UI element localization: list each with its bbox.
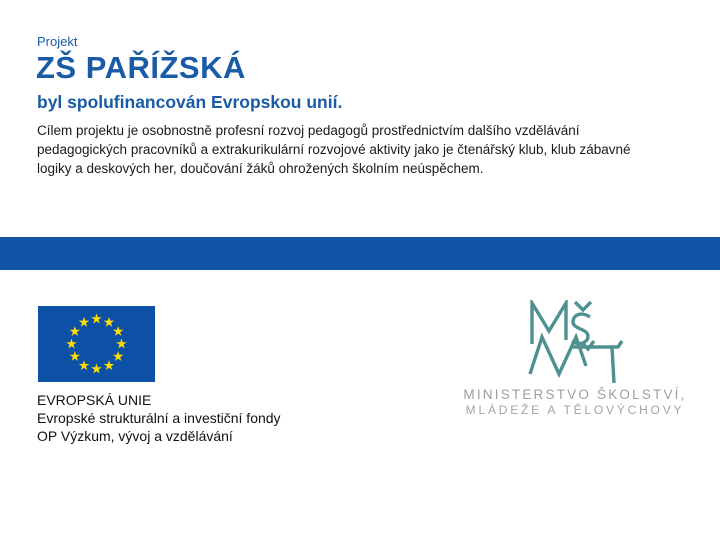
eu-line-union: EVROPSKÁ UNIE — [37, 392, 152, 408]
eu-line-funds: Evropské strukturální a investiční fondy — [37, 410, 281, 426]
ministry-name-line2: MLÁDEŽE A TĚLOVÝCHOVY — [465, 403, 685, 417]
eu-funding-text — [37, 391, 281, 445]
project-kicker: Projekt — [37, 34, 78, 49]
eu-line-program: OP Výzkum, vývoj a vzdělávání — [37, 428, 233, 444]
divider-bar — [0, 237, 720, 270]
project-description: Cílem projektu je osobnostně profesní rozvoj pedagogů prostřednictvím dalšího vzdělávání pedagogických pracovníků a extrakurikulární rozvojové aktivity jako je čtenářský klub, klub zábavné logiky a deskových her, doučování žáků ohrožených školním neúspěchem. — [37, 123, 631, 176]
eu-flag-icon — [38, 306, 155, 382]
ministry-block — [450, 300, 700, 417]
page-title: ZŠ PAŘÍŽSKÁ — [36, 50, 246, 85]
page-subtitle: byl spolufinancován Evropskou unií. — [37, 92, 343, 112]
msmt-monogram-icon — [527, 300, 624, 384]
ministry-name-line1: MINISTERSTVO ŠKOLSTVÍ, — [463, 387, 687, 402]
